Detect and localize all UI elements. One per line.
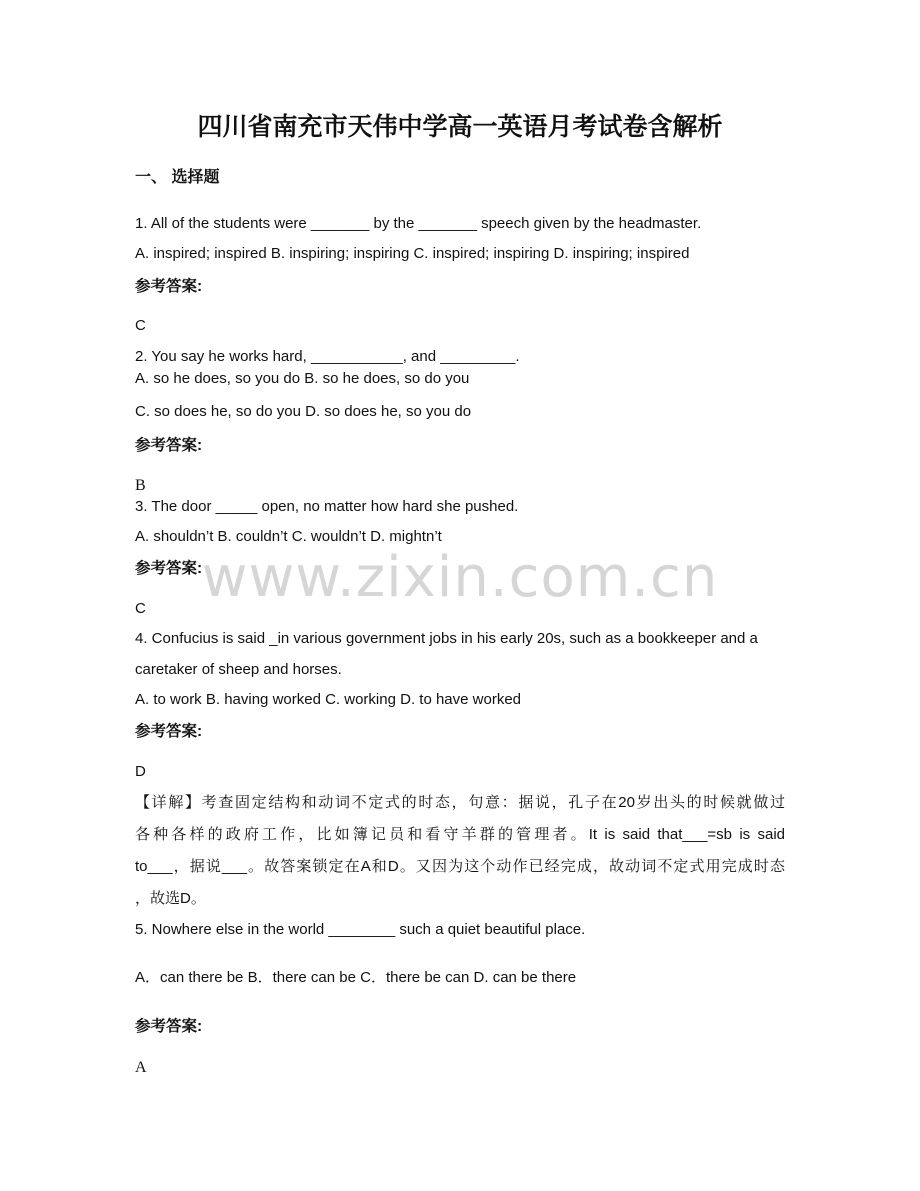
question-4-stem-line2: caretaker of sheep and horses.: [135, 661, 342, 678]
question-1-stem: 1. All of the students were _______ by the _______ speech given by the headmaster.: [135, 215, 702, 232]
question-4-answer-label: 参考答案:: [135, 723, 203, 740]
question-1-answer-label: 参考答案:: [135, 278, 203, 295]
page-title: 四川省南充市天伟中学高一英语月考试卷含解析: [197, 112, 723, 141]
question-2-stem: 2. You say he works hard, ___________, and _________.: [135, 348, 520, 365]
question-3-options: A. shouldn’t B. couldn’t C. wouldn’t D. mightn’t: [135, 528, 442, 545]
question-2-answer-label: 参考答案:: [135, 437, 203, 454]
question-1-options: A. inspired; inspired B. inspiring; inspiring C. inspired; inspiring D. inspiring; inspired: [135, 245, 690, 262]
question-3-stem: 3. The door _____ open, no matter how hard she pushed.: [135, 498, 519, 515]
question-4-stem-line1: 4. Confucius is said _in various government jobs in his early 20s, such as a bookkeeper and a: [135, 630, 758, 647]
question-4-explanation-line4: ，故选D。: [135, 890, 206, 907]
question-5-answer-label: 参考答案:: [135, 1018, 203, 1035]
question-3-answer: C: [135, 600, 146, 617]
question-3-answer-label: 参考答案:: [135, 560, 203, 577]
question-2-answer: B: [135, 477, 146, 494]
question-5-answer: A: [135, 1059, 147, 1076]
watermark: www.zixin.com.cn: [201, 545, 719, 610]
question-4-options: A. to work B. having worked C. working D. to have worked: [135, 691, 522, 708]
question-4-explanation-line3: to___，据说___。故答案锁定在A和D。又因为这个动作已经完成，故动词不定式用完成时态: [135, 858, 785, 875]
section-heading: 一、 选择题: [135, 169, 220, 186]
question-5-stem: 5. Nowhere else in the world ________ such a quiet beautiful place.: [135, 921, 586, 938]
question-5-options: A．can there be B．there can be C．there be can D. can be there: [135, 969, 577, 986]
question-1-answer: C: [135, 317, 146, 334]
question-4-explanation-line2: 各种各样的政府工作，比如簿记员和看守羊群的管理者。It is said that___=sb is said: [135, 826, 785, 843]
question-4-explanation-line1: 【详解】考查固定结构和动词不定式的时态，句意：据说，孔子在20岁出头的时候就做过: [135, 794, 785, 811]
question-4-answer: D: [135, 763, 146, 780]
question-2-options-line2: C. so does he, so do you D. so does he, so you do: [135, 403, 472, 420]
question-2-options-line1: A. so he does, so you do B. so he does, so do you: [135, 370, 470, 387]
